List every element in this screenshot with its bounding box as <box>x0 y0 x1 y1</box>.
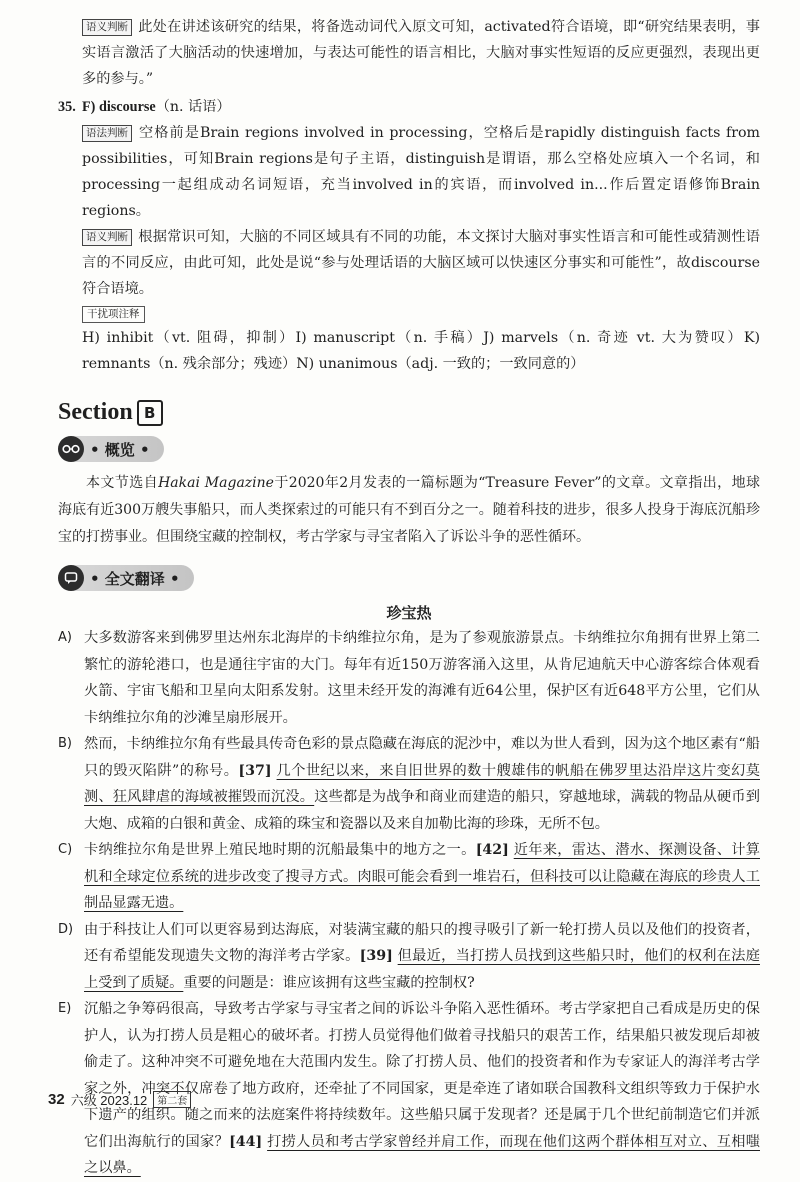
translation-label: • 全文翻译 • <box>90 569 180 588</box>
underlined-answer: 打捞人员和考古学家曾经并肩工作，而现在他们这两个群体相互对立、互相嗤之以鼻。 <box>84 1133 760 1176</box>
underlined-answer: 但最近，当打捞人员找到这些船只时，他们的权利在法庭上受到了质疑。 <box>84 948 760 991</box>
paragraph-letter: A) <box>58 630 72 645</box>
article-paragraph <box>58 731 760 837</box>
section-title-text: Section <box>58 399 133 425</box>
overview-source: Hakai Magazine <box>158 475 274 491</box>
overview-text <box>58 470 760 551</box>
section-title <box>58 399 760 426</box>
paragraph-text: 大多数游客来到佛罗里达州东北海岸的卡纳维拉尔角，是为了参观旅游景点。卡纳维拉尔角拥有世界上第二繁忙的游轮港口，也是通往宇宙的大门。每年有近150万游客涌入这里，从肯尼迪航天中心游客综合体观看火箭、宇宙飞船和卫星向太阳系发射。这里未经开发的海滩有近64公里，保护区有近648平方公里，它们从卡纳维拉尔角的沙滩呈扇形展开。 <box>84 630 760 726</box>
overview-label: • 概览 • <box>90 440 150 459</box>
article-paragraph <box>58 625 760 731</box>
paragraph-letter: B) <box>58 736 72 751</box>
underlined-answer: 近年来，雷达、潜水、探测设备、计算机和全球定位系统的进步改变了搜寻方式。肉眼可能会看到一堆岩石，但科技可以让隐藏在海底的珍贵人工制品显露无遗。 <box>84 842 760 911</box>
page <box>58 14 760 1182</box>
article-paragraph <box>58 996 760 1182</box>
footer-title: 六级 2023.12 <box>70 1093 148 1108</box>
overview-rest: 于2020年2月发表的一篇标题为“Treasure Fever”的文章。文章指出，地球海底有近300万艘失事船只，而人类探索过的可能只有不到百分之一。随着科技的进步，很多人投身于海底沉船珍宝的打捞事业。但围绕宝藏的控制权，考古学家与寻宝者陷入了诉讼斗争的恶性循环。 <box>58 475 760 545</box>
overview-heading <box>58 436 164 462</box>
question-marker: [42] <box>475 842 509 858</box>
paragraph-letter: C) <box>58 842 73 857</box>
distractor-notes <box>58 302 760 377</box>
footer-edition: 第二套 <box>153 1091 191 1108</box>
question-marker: [39] <box>359 948 393 964</box>
question-marker: [44] <box>229 1133 263 1150</box>
question-answer: F) discourse <box>82 99 156 115</box>
semantic-tag: 语义判断 <box>82 19 132 36</box>
chat-icon <box>58 565 84 591</box>
paragraph-text: 由于科技让人们可以更容易到达海底，对装满宝藏的船只的搜寻吸引了新一轮打捞人员以及他们的投资者，还有希望能发现遗失文物的海洋考古学家。 <box>84 921 760 964</box>
paragraph-letter: E) <box>58 1001 72 1016</box>
distractor-label: 干扰项注释 <box>82 306 145 323</box>
question-number: 35. <box>58 99 76 115</box>
page-footer <box>48 1090 191 1109</box>
paragraph-text: 然而，卡纳维拉尔角有些最具传奇色彩的景点隐藏在海底的泥沙中，难以为世人看到，因为这个地区素有“船只的毁灭陷阱”的称号。 <box>84 736 760 779</box>
paragraph-text-post: 这些都是为战争和商业而建造的船只，穿越地球，满载的物品从硬币到大炮、成箱的白银和黄金、成箱的珠宝和瓷器以及来自加勒比海的珍珠，无所不包。 <box>84 789 760 832</box>
glasses-icon <box>58 436 84 462</box>
page-number: 32 <box>48 1091 65 1108</box>
grammar-judgment <box>58 120 760 224</box>
semantic-text: 根据常识可知，大脑的不同区域具有不同的功能，本文探讨大脑对事实性语言和可能性或猜测性语言的不同反应，由此可知，此处是说“参与处理话语的大脑区域可以快速区分事实和可能性”，故discourse符合语境。 <box>82 229 760 297</box>
distractor-text: H) inhibit（vt. 阻碍，抑制）I) manuscript（n. 手稿）J) marvels（n. 奇迹 vt. 大为赞叹）K) remnants（n. 残余部分；残迹）N) unanimous（adj. 一致的；一致同意的） <box>82 330 760 372</box>
paragraph-text: 卡纳维拉尔角是世界上殖民地时期的沉船最集中的地方之一。 <box>84 842 476 858</box>
article-paragraph <box>58 837 760 917</box>
question-35 <box>58 94 760 120</box>
paragraph-text-post: 重要的问题是：谁应该拥有这些宝藏的控制权? <box>183 974 475 991</box>
top-semantic-judgment <box>58 14 760 92</box>
grammar-text: 空格前是Brain regions involved in processing，空格后是rapidly distinguish facts from possibilities，可知Brain regions是句子主语，distinguish是谓语，那么空格处应填入一个名词，和processing一起组成动名词短语，充当involved in的宾语，而involved in...作后置定语修饰Brain regions。 <box>82 125 760 219</box>
underlined-answer: 几个世纪以来，来自旧世界的数十艘雄伟的帆船在佛罗里达沿岸这片变幻莫测、狂风肆虐的海域被摧毁而沉没。 <box>84 762 760 805</box>
top-semantic-text: 此处在讲述该研究的结果，将备选动词代入原文可知，activated符合语境，即“研究结果表明，事实语言激活了大脑活动的快速增加，与表达可能性的语言相比，大脑对事实性短语的反应更强烈，表现出更多的参与。” <box>82 19 760 87</box>
paragraph-letter: D) <box>58 921 74 937</box>
paragraph-text: 沉船之争筹码很高，导致考古学家与寻宝者之间的诉讼斗争陷入恶性循环。考古学家把自己看成是历史的保护人，认为打捞人员是粗心的破坏者。打捞人员觉得他们做着寻找船只的艰苦工作，结果船只被发现后却被偷走了。这种冲突不可避免地在大范围内发生。除了打捞人员、他们的投资者和作为专家证人的海洋考古学家之外，冲突不仅席卷了地方政府，还牵扯了不同国家，更是牵连了诸如联合国教科文组织等致力于保护水下遗产的组织。随之而来的法庭案件将持续数年。这些船只属于发现者？还是属于几个世纪前制造它们并派它们出海航行的国家？ <box>84 1001 760 1150</box>
overview-prefix: 本文节选自 <box>86 475 159 491</box>
semantic-judgment <box>58 224 760 302</box>
translation-heading <box>58 565 194 591</box>
article-title: 珍宝热 <box>386 604 432 622</box>
question-marker: [37] <box>238 762 272 779</box>
question-pos: （n. 话语） <box>155 99 231 115</box>
article-paragraph <box>58 917 760 997</box>
section-badge: B <box>137 400 163 426</box>
grammar-tag: 语法判断 <box>82 125 132 142</box>
semantic-tag-2: 语义判断 <box>82 229 132 246</box>
